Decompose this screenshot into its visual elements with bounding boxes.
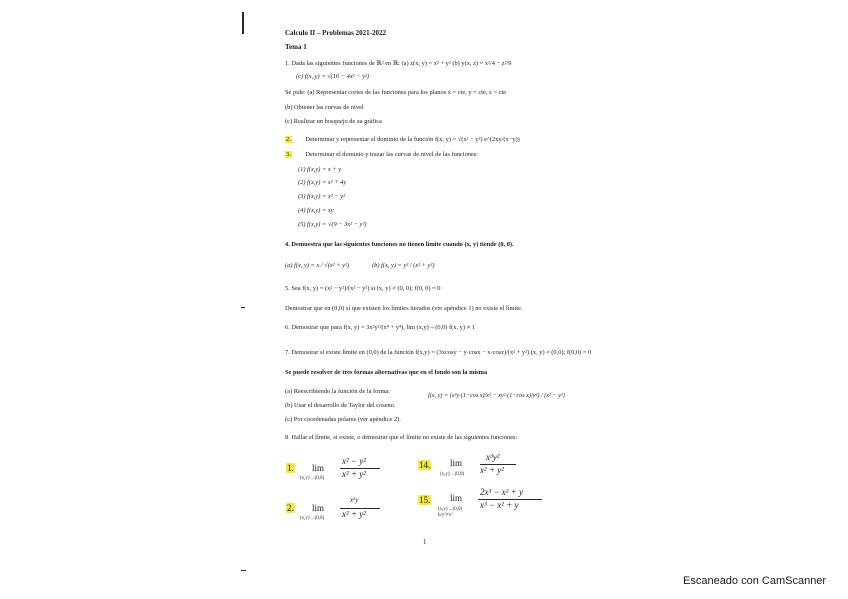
limit-exercise-2	[284, 495, 404, 525]
problem-2-number: 2.	[286, 136, 291, 143]
problem-7-method-a: (a) Reescribiendo la función de la forma:	[285, 388, 391, 395]
limit-subscript-2: (x,y)→(0,0)	[300, 516, 325, 521]
problem-3-item-1: (1) f(x,y) = x + y	[298, 166, 342, 173]
scan-mark-top	[242, 12, 244, 34]
problem-1-function-c: (c) f(x, y) = √(16 − 4x² − y²)	[296, 73, 369, 80]
limit-word-14: lim	[450, 458, 463, 468]
problem-5-continuation: Demostrar que en (0,0) sí que existen los límites iterados (ver apéndice 1) no existe el límite.	[285, 305, 523, 312]
limit-word-1: lim	[312, 463, 325, 473]
problem-3	[285, 151, 478, 159]
problem-7-method-b: (b) Usar el desarrollo de Taylor del coseno.	[285, 402, 396, 409]
limit-exercise-1	[284, 455, 404, 485]
problem-1-statement: 1. Dada las siguientes funciones de ℝ² en ℝ: (a) z(x, y) = x² + y² (b) y(x, z) = x²/4 − z²/9	[285, 60, 512, 67]
problem-3-number: 3.	[286, 151, 291, 158]
problem-3-item-5: (5) f(x,y) = √(9 − 3x² − y²)	[298, 221, 367, 228]
limit-subscript-1: (x,y)→(0,0)	[300, 476, 325, 481]
problem-7-method-c: (c) Por coordenadas polares (ver apéndice 2).	[285, 416, 401, 423]
limit-number-15: 15.	[419, 495, 431, 505]
problem-4-b: (b) f(x, y) = y² / (x² + y²)	[372, 262, 435, 269]
limit-word-15: lim	[450, 493, 463, 503]
problem-7-text: 7. Demostrar si existe límite en (0,0) de la función f(x,y) = (3xcosy − y·cosx − x·cosz)/(x² + y²) (x, y) ≠ (0,0); f(0,0) = 0	[285, 349, 592, 356]
problem-3-text: Determinar el dominio y trazar las curvas de nivel de las funciones:	[305, 151, 479, 158]
problem-3-item-4: (4) f(x,y) = xy	[298, 207, 334, 214]
limit-numerator-15: 2x³ − x² + y	[480, 487, 524, 497]
limit-exercise-14	[416, 452, 536, 484]
theme-heading: Tema 1	[285, 43, 307, 51]
scan-mark-bottom	[241, 570, 246, 571]
limit-subscript-15: (x,y)→(0,0) b/y²≠x²	[438, 507, 463, 518]
problem-1-ask: Se pide: (a) Representar cortes de las funciones para los planos x = cte, y = cte, z = cte	[285, 89, 507, 96]
scan-mark-left	[241, 307, 245, 308]
limit-denominator-15: x³ − x² + y	[480, 500, 519, 510]
problem-1-b: (b) Obtener las curvas de nivel	[285, 104, 364, 111]
limit-denominator-2: x² + y²	[342, 509, 366, 519]
problem-8-text: 8. Hallar el límite, si existe, o demostrar que el límite no existe de las siguientes funciones:	[285, 434, 518, 441]
problem-4-text: 4. Demuestra que las siguientes funciones no tienen límite cuando (x, y) tiende (0, 0).	[285, 241, 514, 248]
limit-number-2: 2.	[287, 503, 294, 513]
problem-4-a: (a) f(x, y) = x / √(x² + y²)	[285, 262, 350, 269]
problem-2	[285, 136, 520, 144]
problem-1-c: (c) Realizar un bosquejo de su gráfica	[285, 118, 382, 125]
limit-subscript-14: (x,y)→(0,0)	[440, 472, 465, 477]
limit-denominator-1: x² + y²	[342, 469, 366, 479]
limit-numerator-2: x²y	[350, 496, 359, 504]
problem-5-text: 5. Sea f(x, y) = (x² − y²)/(x² − y²) si (x, y) ≠ (0, 0); f(0, 0) = 0	[285, 285, 441, 292]
problem-3-item-3: (3) f(x,y) = x² − y²	[298, 193, 345, 200]
problem-6-text: 6. Demostrar que para f(x, y) = 3x²y²/(x⁴ + y⁴), lim (x,y)→(0,0) f(x, y) ≠ 1	[285, 324, 475, 331]
problem-7-formula: f(x, y) = (x²y·(1−cos x)/x² − xy²·(1−cos x)/y²) / (x² − y²)	[428, 392, 565, 399]
limit-exercise-15	[416, 487, 551, 527]
limit-number-14: 14.	[419, 460, 431, 470]
problem-2-text: Determinar y representar el dominio de la función f(x, y) = √(x² − y²) e^(2xy/(x−y))	[305, 136, 520, 143]
camscanner-watermark: Escaneado con CamScanner	[683, 575, 827, 587]
limit-numerator-1: x² − y²	[342, 456, 366, 466]
page-number: 1	[423, 538, 427, 546]
limit-denominator-14: x² + y²	[480, 465, 504, 475]
limit-numerator-14: x³y²	[486, 452, 500, 462]
limit-word-2: lim	[312, 503, 325, 513]
document-title: Calculo II – Problemas 2021-2022	[285, 29, 386, 37]
problem-7-methods: Se puede resolver de tres formas alternativas que en el fondo son la misma	[285, 369, 488, 376]
problem-3-item-2: (2) f(x,y) = x² + 4y	[298, 179, 347, 186]
limit-number-1: 1.	[287, 463, 294, 473]
